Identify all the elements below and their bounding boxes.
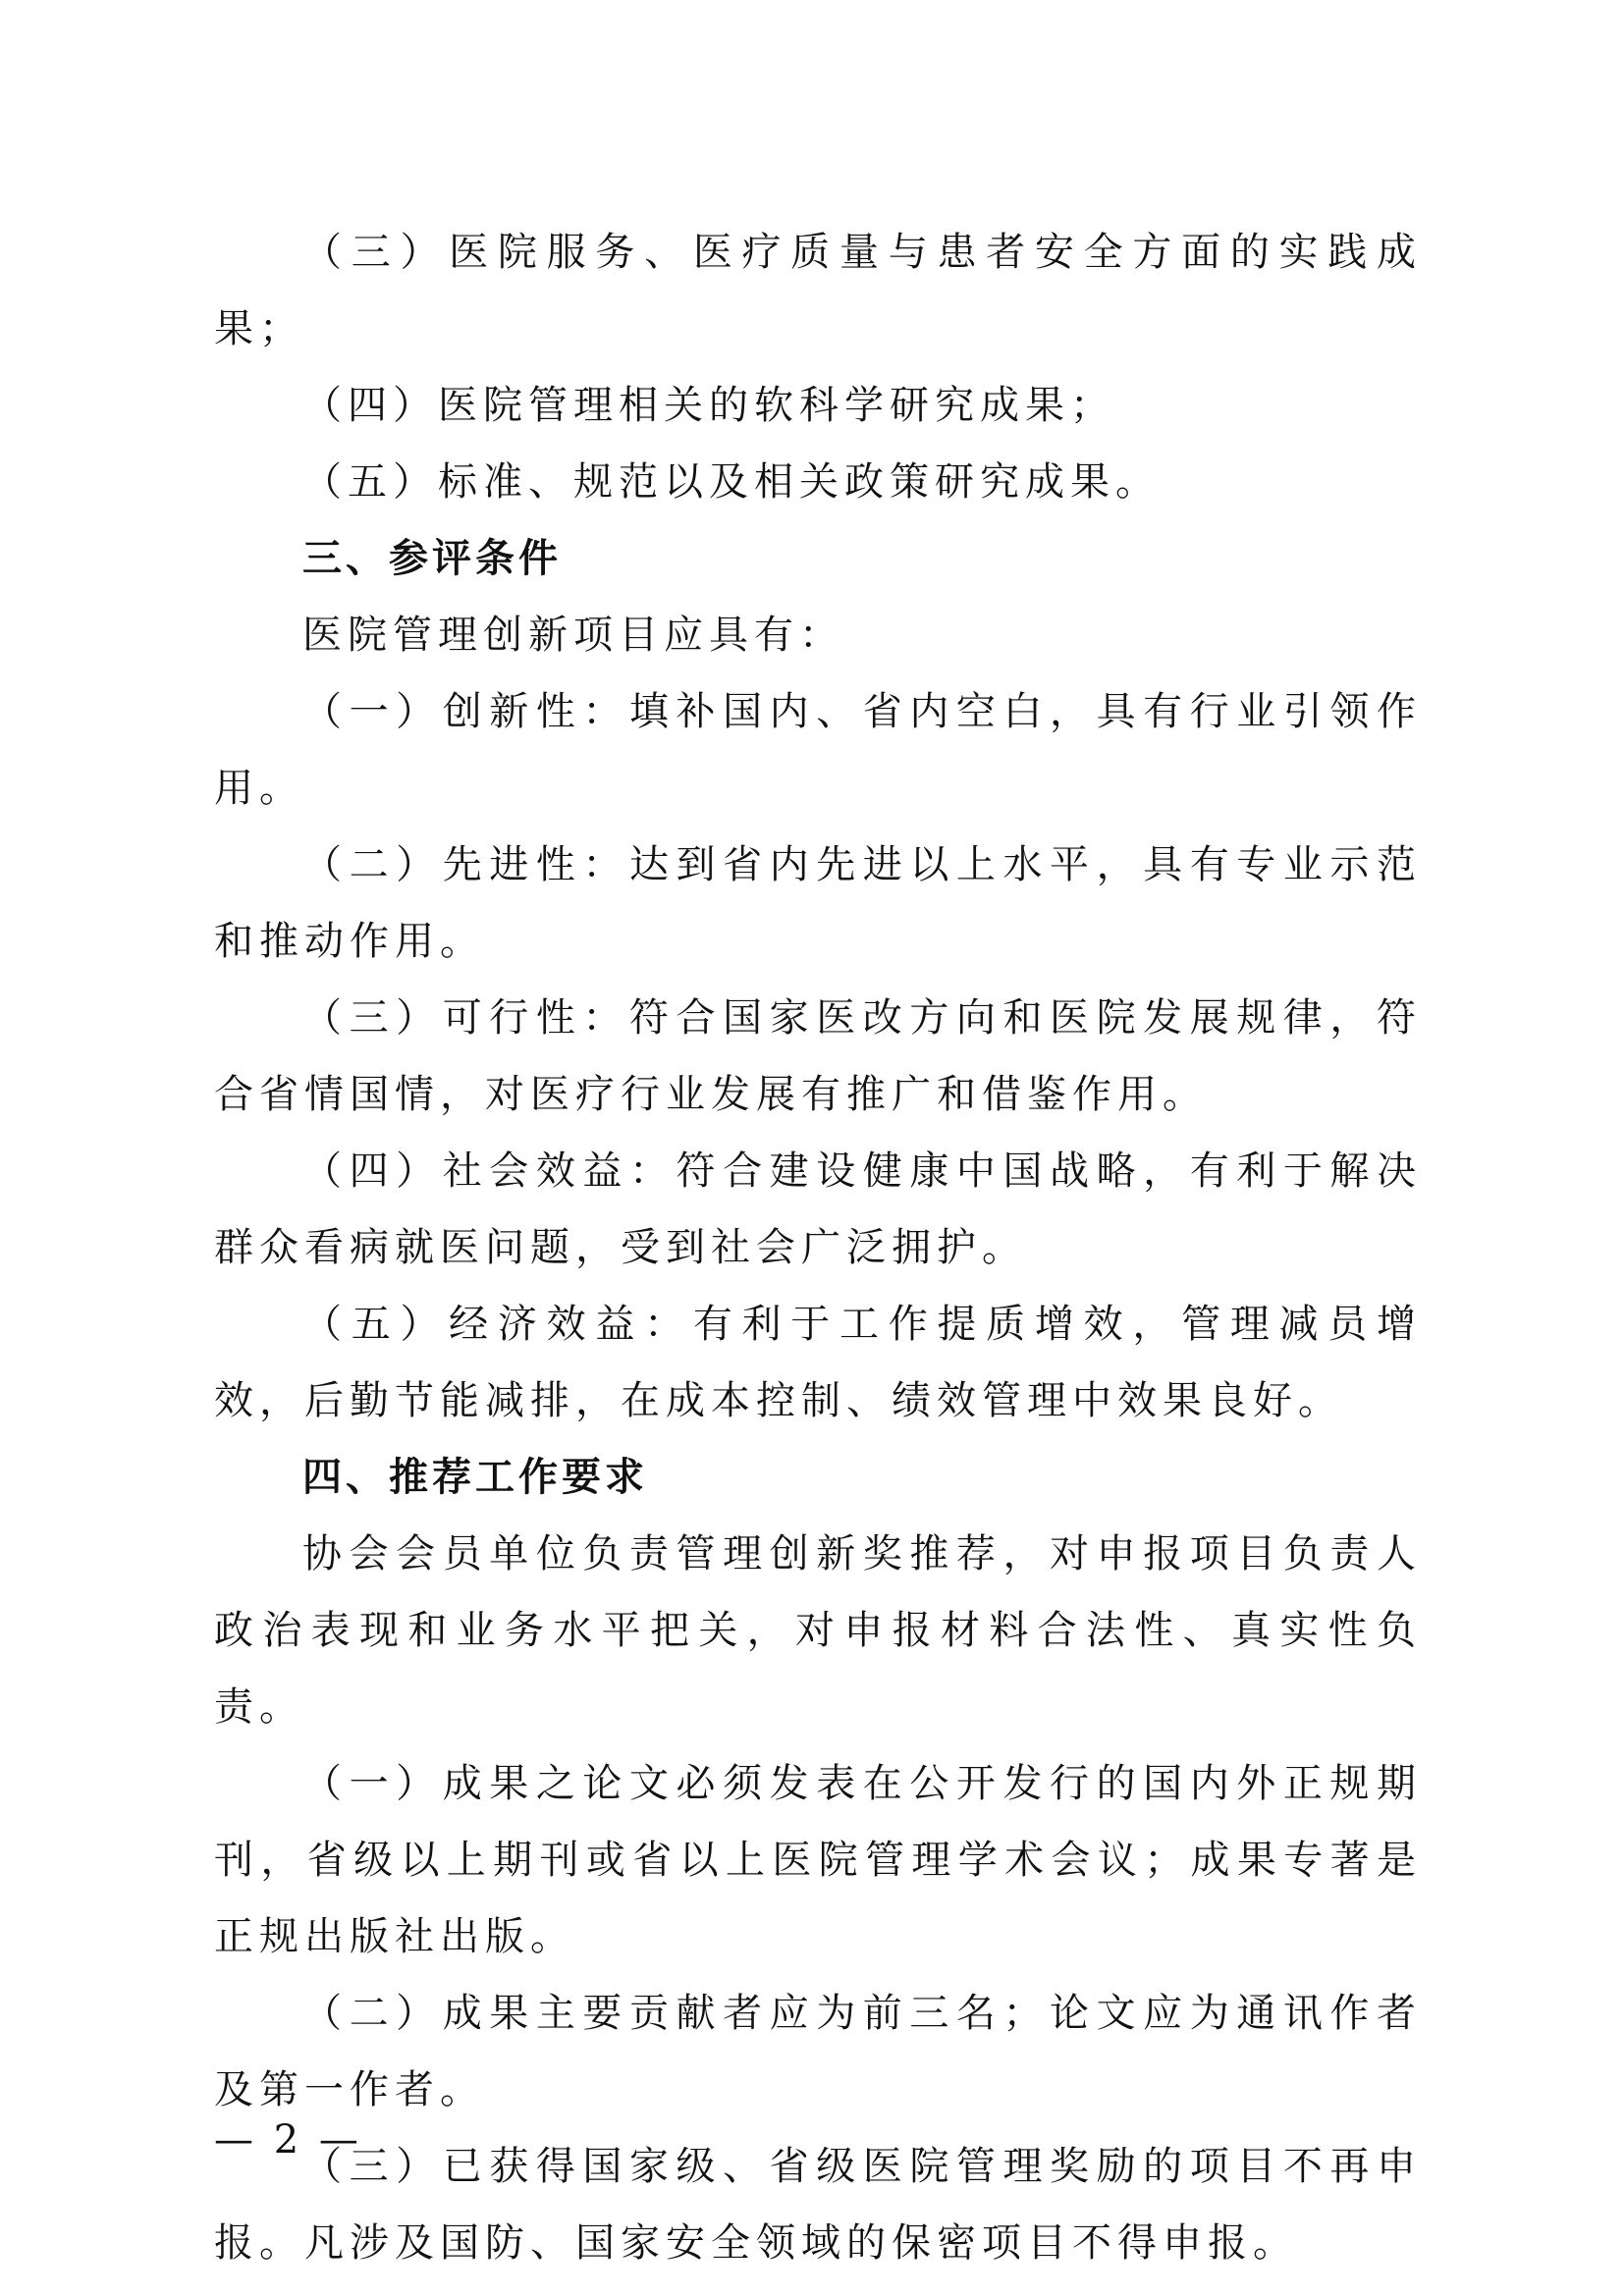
requirement-3: （三）已获得国家级、省级医院管理奖励的项目不再申报。凡涉及国防、国家安全领域的保密项目不得申报。 <box>214 2144 1422 2266</box>
paragraph-4-achievements: （四）医院管理相关的软科学研究成果； <box>302 383 1115 428</box>
criteria-advanced: （二）先进性：达到省内先进以上水平，具有专业示范和推动作用。 <box>214 842 1422 964</box>
requirement-1: （一）成果之论文必须发表在公开发行的国内外正规期刊，省级以上期刊或省以上医院管理学术会议；成果专著是正规出版社出版。 <box>214 1761 1422 1959</box>
criteria-economic-benefit: （五）经济效益：有利于工作提质增效，管理减员增效，后勤节能减排，在成本控制、绩效管理中效果良好。 <box>214 1302 1422 1423</box>
criteria-innovation: （一）创新性：填补国内、省内空白，具有行业引领作用。 <box>214 689 1422 811</box>
criteria-social-benefit: （四）社会效益：符合建设健康中国战略，有利于解决群众看病就医问题，受到社会广泛拥护。 <box>214 1148 1422 1270</box>
paragraph-3-achievements: （三）医院服务、医疗质量与患者安全方面的实践成果； <box>214 230 1422 351</box>
document-body <box>214 214 1422 2281</box>
section-heading-criteria: 三、参评条件 <box>302 536 562 581</box>
section-heading-requirements: 四、推荐工作要求 <box>302 1455 648 1500</box>
page-number: — 2 — <box>214 2117 362 2163</box>
criteria-feasibility: （三）可行性：符合国家医改方向和医院发展规律，符合省情国情，对医疗行业发展有推广和借鉴作用。 <box>214 995 1422 1117</box>
requirements-intro: 协会会员单位负责管理创新奖推荐，对申报项目负责人政治表现和业务水平把关，对申报材料合法性、真实性负责。 <box>214 1531 1422 1730</box>
criteria-intro: 医院管理创新项目应具有： <box>302 613 844 658</box>
requirement-2: （二）成果主要贡献者应为前三名；论文应为通讯作者及第一作者。 <box>214 1991 1422 2112</box>
paragraph-5-achievements: （五）标准、规范以及相关政策研究成果。 <box>302 459 1161 505</box>
